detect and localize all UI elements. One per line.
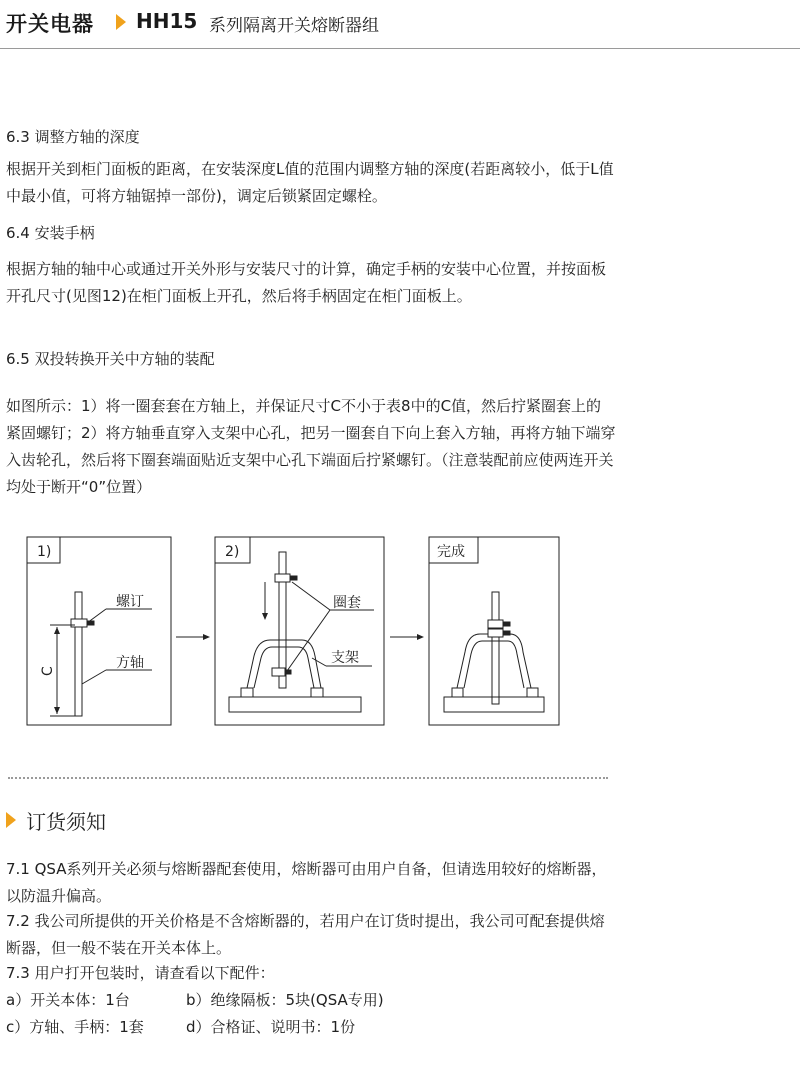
series-title: 系列隔离开关熔断器组 (209, 16, 379, 36)
collar-label: 圈套 (333, 595, 361, 611)
collar-bottom-2 (272, 668, 285, 676)
section-6-5-heading: 6.5 双投转换开关中方轴的装配 (6, 350, 215, 368)
order-item-7-3: 7.3 用户打开包装时，请查看以下配件： (6, 964, 275, 982)
collar-1 (71, 619, 87, 627)
accessory-d: d）合格证、说明书：1份 (186, 1018, 356, 1036)
base-2 (229, 697, 361, 712)
order-section-arrow-icon (6, 812, 16, 828)
model-code: HH15 (136, 9, 198, 33)
accessory-b: b）绝缘隔板：5块(QSA专用) (186, 991, 384, 1009)
shaft-label: 方轴 (116, 655, 144, 671)
step-3-label: 完成 (437, 544, 465, 560)
shaft-3 (492, 592, 499, 704)
assembly-figure (0, 530, 620, 736)
section-6-4-body: 根据方轴的轴中心或通过开关外形与安装尺寸的计算，确定手柄的安装中心位置，并按面板开孔尺寸(见图12)在柜门面板上开孔，然后将手柄固定在柜门面板上。 (6, 260, 607, 305)
panel-complete (429, 537, 559, 725)
panel-step-2 (215, 537, 384, 725)
panel-step-1 (27, 537, 171, 725)
screw-label: 螺订 (116, 594, 144, 610)
arrow-2-icon (390, 634, 424, 640)
section-6-3-body: 根据开关到柜门面板的距离，在安装深度L值的范围内调整方轴的深度(若距离较小，低于L值中最小值，可将方轴锯掉一部份)，调定后锁紧固定螺栓。 (6, 160, 614, 205)
shaft-1 (75, 592, 82, 716)
header-arrow-icon (116, 14, 126, 30)
bracket-label: 支架 (331, 650, 359, 666)
section-6-5-body: 如图所示：1）将一圈套套在方轴上，并保证尺寸C不小于表8中的C值，然后拧紧圈套上的紧固螺钉；2）将方轴垂直穿入支架中心孔，把另一圈套自下向上套入方轴，再将方轴下端穿入齿轮孔，然后将下圈套端面贴近支架中心孔下端面后拧紧螺钉。（注意装配前应使两连开关均处于断开“0”位置） (6, 397, 616, 496)
page-header (0, 0, 800, 49)
section-divider (8, 777, 608, 779)
section-6-3-heading: 6.3 调整方轴的深度 (6, 128, 140, 146)
dimension-c-label: C (40, 666, 56, 676)
order-item-7-1: 7.1 QSA系列开关必须与熔断器配套使用，熔断器可由用户自备，但请选用较好的熔断器，以防温升偏高。 (6, 860, 607, 905)
accessory-a: a）开关本体：1台 (6, 991, 130, 1009)
section-6-4-heading: 6.4 安装手柄 (6, 224, 95, 242)
step-1-label: 1) (37, 544, 52, 560)
order-section-title: 订货须知 (26, 810, 106, 834)
collar-top-2 (275, 574, 290, 582)
order-item-7-2: 7.2 我公司所提供的开关价格是不含熔断器的，若用户在订货时提出，我公司可配套提供熔断器，但一般不装在开关本体上。 (6, 912, 605, 957)
step-2-label: 2) (225, 544, 240, 560)
arrow-1-icon (176, 634, 210, 640)
brand-title: 开关电器 (6, 12, 94, 36)
screw-1 (87, 621, 94, 625)
accessory-c: c）方轴、手柄：1套 (6, 1018, 144, 1036)
